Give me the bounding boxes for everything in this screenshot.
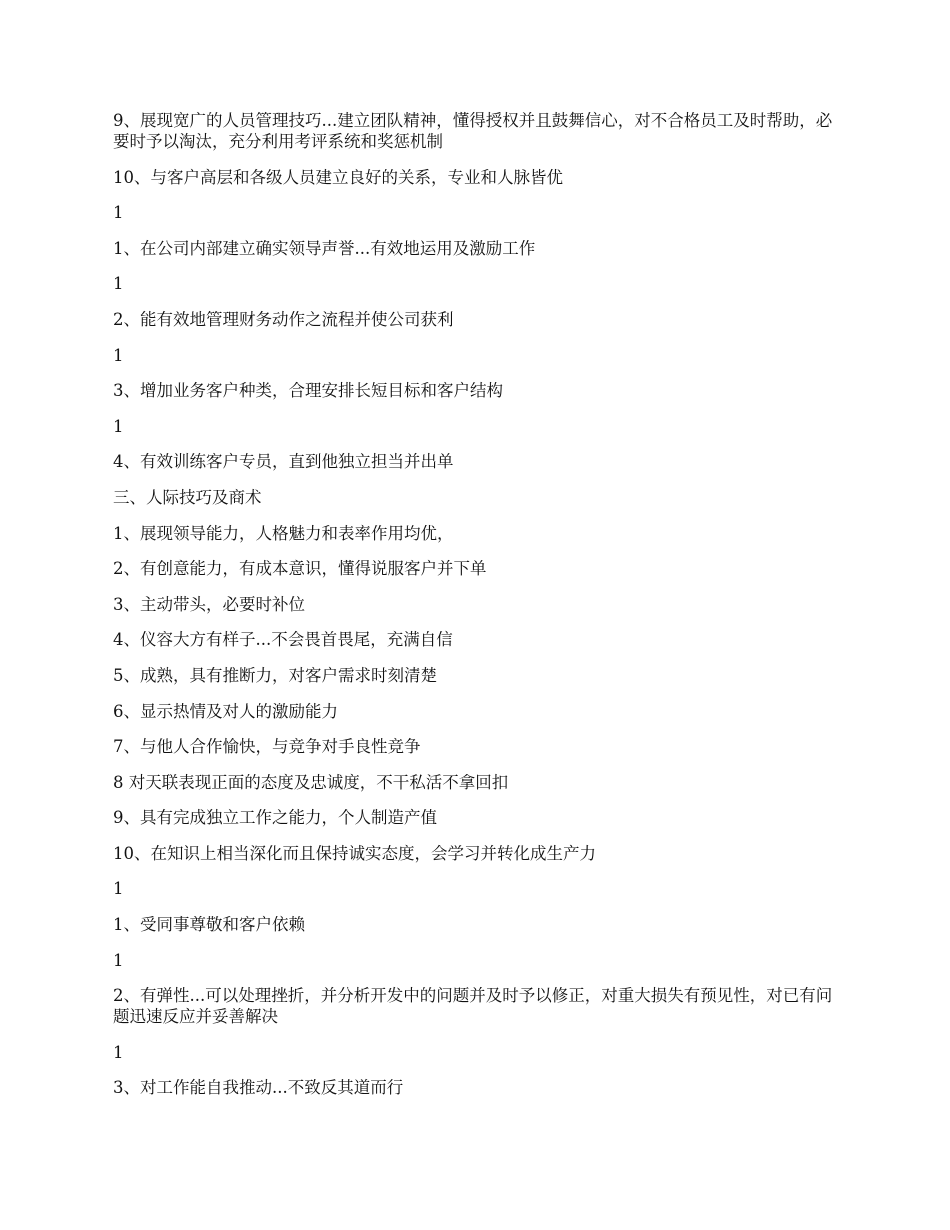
paragraph: 1: [113, 274, 124, 294]
paragraph: 1、展现领导能力，人格魅力和表率作用均优，: [113, 523, 454, 543]
paragraph: 3、主动带头，必要时补位: [113, 594, 305, 614]
paragraph: 1: [113, 879, 124, 899]
paragraph: 2、有创意能力，有成本意识，懂得说服客户并下单: [113, 559, 487, 579]
paragraph: 9、展现宽广的人员管理技巧...建立团队精神，懂得授权并且鼓舞信心，对不合格员工及时帮助，必要时予以淘汰，充分利用考评系统和奖惩机制: [113, 111, 833, 151]
paragraph: 1: [113, 950, 124, 970]
paragraph: 6、显示热情及对人的激励能力: [113, 701, 338, 721]
paragraph: 1: [113, 416, 124, 436]
paragraph: 1: [113, 1042, 124, 1062]
paragraph: 1: [113, 345, 124, 365]
section-heading: 三、人际技巧及商术: [113, 487, 262, 507]
paragraph: 5、成熟，具有推断力，对客户需求时刻清楚: [113, 665, 437, 685]
paragraph: 9、具有完成独立工作之能力，个人制造产值: [113, 808, 437, 828]
paragraph: 8 对天联表现正面的态度及忠诚度，不干私活不拿回扣: [113, 772, 509, 792]
paragraph: 10、与客户高层和各级人员建立良好的关系，专业和人脉皆优: [113, 167, 563, 187]
paragraph: 3、对工作能自我推动...不致反其道而行: [113, 1078, 404, 1098]
document-body: [113, 110, 838, 1113]
paragraph: 2、有弹性...可以处理挫折，并分析开发中的问题并及时予以修正，对重大损失有预见性，对已有问题迅速反应并妥善解决: [113, 986, 833, 1027]
paragraph: 1、在公司内部建立确实领导声誉...有效地运用及激励工作: [113, 238, 536, 258]
paragraph: 1、受同事尊敬和客户依赖: [113, 915, 305, 935]
paragraph: 7、与他人合作愉快，与竞争对手良性竞争: [113, 737, 421, 757]
paragraph: 3、增加业务客户种类，合理安排长短目标和客户结构: [113, 381, 503, 401]
paragraph: 1: [113, 203, 124, 223]
paragraph: 4、有效训练客户专员，直到他独立担当并出单: [113, 452, 454, 472]
paragraph: 2、能有效地管理财务动作之流程并使公司获利: [113, 309, 454, 329]
paragraph: 4、仪容大方有样子...不会畏首畏尾，充满自信: [113, 630, 453, 650]
paragraph: 10、在知识上相当深化而且保持诚实态度，会学习并转化成生产力: [113, 843, 596, 863]
